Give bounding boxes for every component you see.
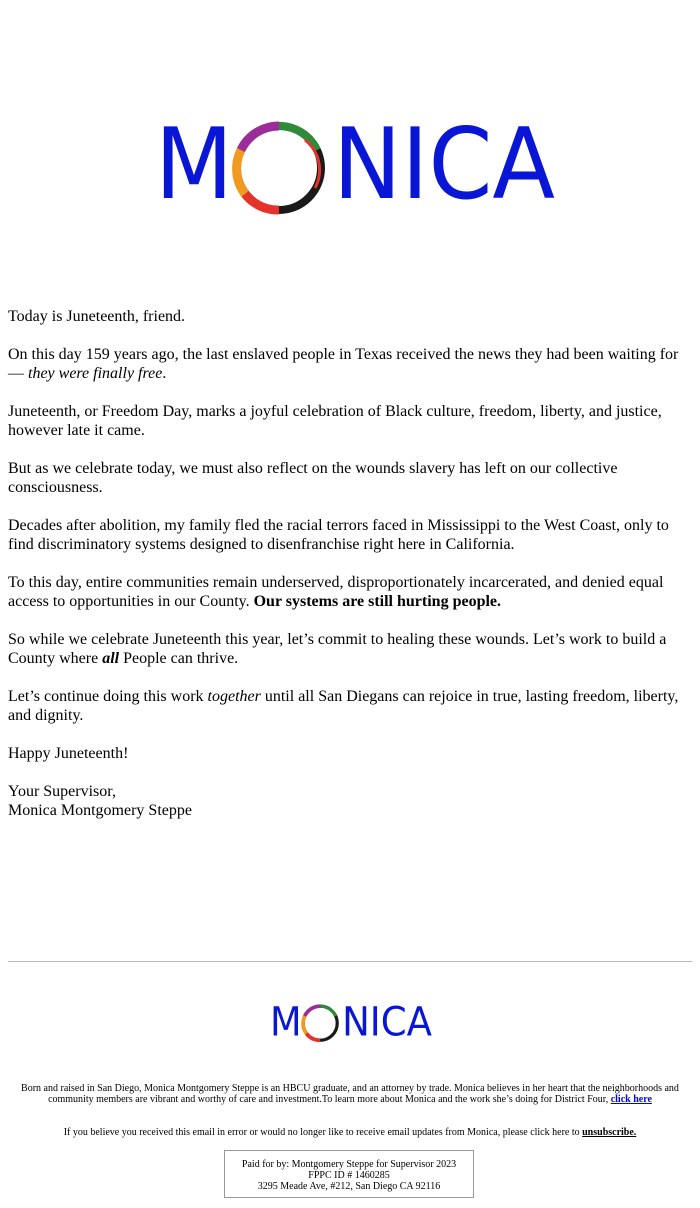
address-line: 3295 Meade Ave, #212, San Diego CA 92116 — [257, 1181, 441, 1192]
unsubscribe-notice: If you believe you received this email in error or would no longer like to receive email updates from Monica, please click here to unsubscribe. — [63, 1127, 637, 1138]
logo-ring-icon — [237, 126, 321, 210]
learn-more-link[interactable]: click here — [610, 1094, 652, 1105]
footer-bio: Born and raised in San Diego, Monica Montgomery Steppe is an HBCU graduate, and an attorney by trade. Monica believes in her heart that the neighborhoods and community members are vibrant and worthy of care and investment.To learn more about Monica and the work she’s doing for District Four, click here — [21, 1083, 679, 1105]
signature-block — [8, 782, 694, 820]
paragraph-family: Decades after abolition, my family fled the racial terrors faced in Mississippi to the West Coast, only to find discriminatory systems designed to disenfranchise right here in California. — [8, 517, 669, 553]
greeting: Today is Juneteenth, friend. — [8, 308, 186, 325]
paragraph-together: Let’s continue doing this work together until all San Diegans can rejoice in true, lasting freedom, liberty, and dignity. — [8, 688, 679, 724]
footer-divider — [8, 961, 692, 962]
svg-text:NICA: NICA — [333, 118, 555, 222]
footer-logo-wordmark — [270, 1000, 432, 1045]
happy-juneteenth: Happy Juneteenth! — [8, 745, 129, 762]
footer-logo-ring-icon — [303, 1006, 337, 1040]
paid-for-disclaimer — [224, 1150, 474, 1198]
svg-text:NICA: NICA — [342, 1000, 432, 1046]
unsubscribe-link[interactable]: unsubscribe. — [582, 1127, 637, 1138]
svg-text:M: M — [155, 118, 233, 222]
paragraph-freedom-day: Juneteenth, or Freedom Day, marks a joyful celebration of Black culture, freedom, liberty, and justice, however late it came. — [8, 403, 662, 439]
paid-by-line: Paid for by: Montgomery Steppe for Supervisor 2023 — [241, 1159, 457, 1170]
letter-body — [8, 307, 694, 820]
monica-logo — [155, 118, 555, 222]
logo-wordmark — [155, 118, 555, 222]
closing: Your Supervisor, — [8, 783, 116, 800]
fppc-id-line: FPPC ID # 1460285 — [308, 1170, 390, 1181]
svg-text:M: M — [270, 1000, 302, 1046]
paragraph-history: On this day 159 years ago, the last enslaved people in Texas received the news they had been waiting for — they were finally free. — [8, 346, 679, 382]
paragraph-reflect: But as we celebrate today, we must also reflect on the wounds slavery has left on our collective consciousness. — [8, 460, 618, 496]
paragraph-commit: So while we celebrate Juneteenth this year, let’s commit to healing these wounds. Let’s work to build a County where all People can thrive. — [8, 631, 667, 667]
signature-name: Monica Montgomery Steppe — [8, 802, 192, 819]
footer-logo — [270, 1000, 432, 1048]
paragraph-communities: To this day, entire communities remain underserved, disproportionately incarcerated, and denied equal access to opportunities in our County. Our systems are still hurting people. — [8, 574, 664, 610]
